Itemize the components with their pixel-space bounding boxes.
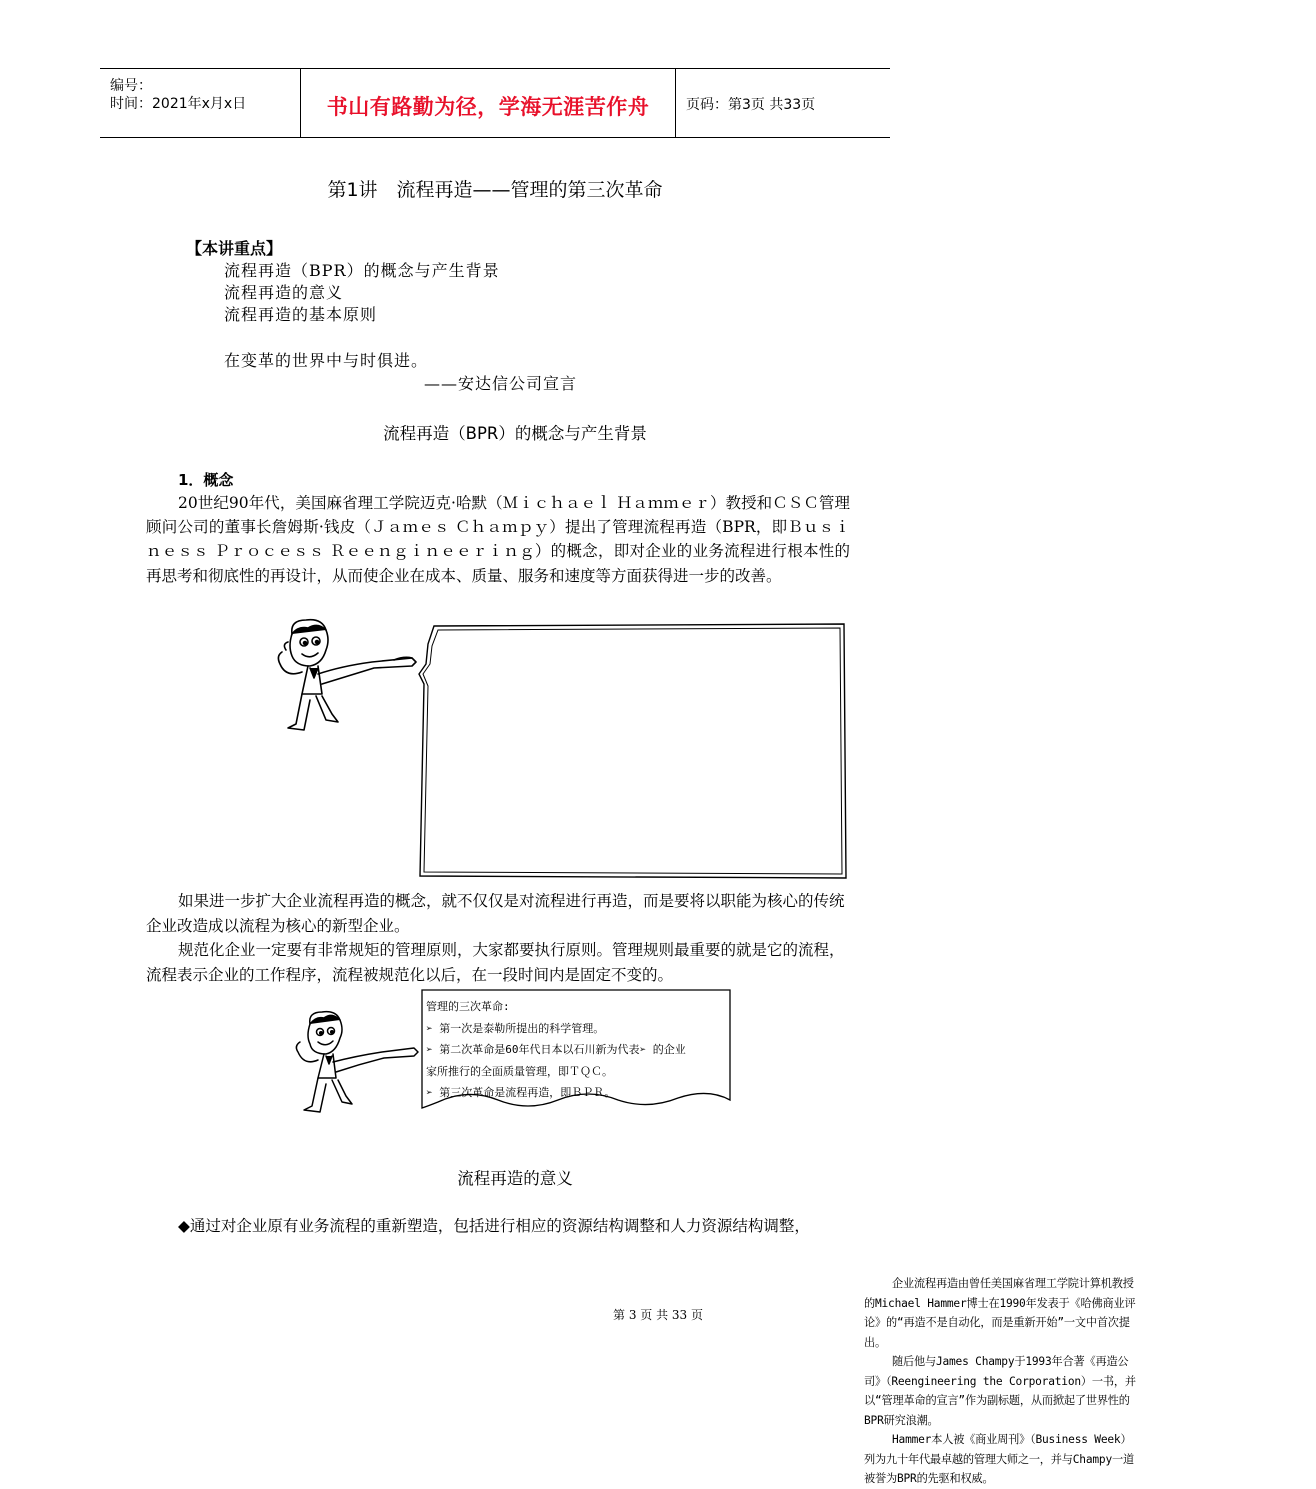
cartoon-man-pointing-illustration-2 <box>282 1008 422 1118</box>
revolution-item-2-text: 第二次革命是60年代日本以石川新为代表 <box>439 1043 640 1056</box>
section-title-significance: 流程再造的意义 <box>457 1169 573 1188</box>
paragraph-extend-concept: 如果进一步扩大企业流程再造的概念，就不仅仅是对流程进行再造，而是要将以职能为核心的传统企业改造成以流程为核心的新型企业。 <box>146 892 845 935</box>
revolution-item-1-text: 第一次是泰勒所提出的科学管理。 <box>439 1021 605 1035</box>
time-label: 时间：2021年x月x日 <box>110 96 247 112</box>
arrow-bullet-icon: ➢ <box>426 1086 433 1099</box>
motto: 书山有路勤为径，学海无涯苦作舟 <box>326 95 650 119</box>
hammer-info-p3: Hammer本人被《商业周刊》（Business Week）列为九十年代最卓越的管理大师之一，并与Champy一道被誉为BPR的先驱和权威。 <box>864 1433 1134 1485</box>
revolution-item-2 <box>426 1039 726 1061</box>
page-title: 第1讲 流程再造——管理的第三次革命 <box>327 179 663 201</box>
paragraph-standardization: 规范化企业一定要有非常规矩的管理原则，大家都要执行原则。管理规则最重要的就是它的流程，流程表示企业的工作程序，流程被规范化以后，在一段时间内是固定不变的。 <box>146 941 845 984</box>
header-motto-cell <box>301 69 676 137</box>
number-label: 编号： <box>110 78 152 94</box>
cartoon-man-pointing-illustration <box>262 616 422 738</box>
quote-source: ——安达信公司宣言 <box>424 374 578 393</box>
section-title-bpr: 流程再造（BPR）的概念与产生背景 <box>383 424 647 443</box>
three-revolutions-heading: 管理的三次革命: <box>426 1000 510 1013</box>
key-point-item: 流程再造（BPR）的概念与产生背景 <box>224 261 500 280</box>
arrow-bullet-icon: ➢ <box>426 1043 433 1056</box>
revolution-item-2-text-b: 的企业 <box>652 1043 686 1056</box>
hammer-info-p1: 企业流程再造由曾任美国麻省理工学院计算机教授的Michael Hammer博士在1990年发表于《哈佛商业评论》的“再造不是自动化，而是重新开始”一文中首次提出。 <box>864 1277 1136 1349</box>
key-point-item: 流程再造的意义 <box>224 283 344 302</box>
revolution-item-3 <box>426 1082 726 1104</box>
header-meta-cell <box>100 69 301 137</box>
key-point-item: 流程再造的基本原则 <box>224 305 378 324</box>
significance-bullet: ◆通过对企业原有业务流程的重新塑造，包括进行相应的资源结构调整和人力资源结构调整， <box>178 1217 810 1235</box>
header-page-cell <box>676 69 890 137</box>
revolution-item-3-text: 第三次革命是流程再造，即ＢＰＲ。 <box>439 1086 616 1099</box>
revolution-item-1 <box>426 1018 726 1040</box>
quote-text: 在变革的世界中与时俱进。 <box>224 351 429 370</box>
page-header <box>100 68 890 138</box>
page-label: 页码：第3页 共33页 <box>686 97 816 113</box>
subsection-concept: 1．概念 <box>178 471 234 489</box>
hammer-info-p2: 随后他与James Champy于1993年合著《再造公司》（Reengineering the Corporation）一书，并以“管理革命的宣言”作为副标题，从而掀起了世界性的BPR研究浪潮。 <box>864 1355 1136 1427</box>
revolution-item-2-cont: 家所推行的全面质量管理，即ＴＱＣ。 <box>426 1064 613 1078</box>
arrow-bullet-icon: ➢ <box>639 1043 647 1056</box>
arrow-bullet-icon: ➢ <box>426 1021 433 1035</box>
key-points-heading: 【本讲重点】 <box>186 239 283 258</box>
page-footer: 第 3 页 共 33 页 <box>613 1308 703 1322</box>
three-revolutions-text <box>426 996 726 1104</box>
concept-paragraph: 20世纪90年代，美国麻省理工学院迈克·哈默（Ｍｉｃｈａｅｌ Ｈａｍｍｅｒ）教授和ＣＳＣ管理顾问公司的董事长詹姆斯·钱皮（Ｊａｍｅｓ Ｃｈａｍｐｙ）提出了管理流程再造（BPR，即Ｂｕｓｉｎｅｓｓ Ｐｒｏｃｅｓｓ Ｒｅｅｎｇｉｎｅｅｒｉｎｇ）的概念，即对企业的业务流程进行根本性的再思考和彻底性的再设计，从而使企业在成本、质量、服务和速度等方面获得进一步的改善。 <box>146 494 850 585</box>
